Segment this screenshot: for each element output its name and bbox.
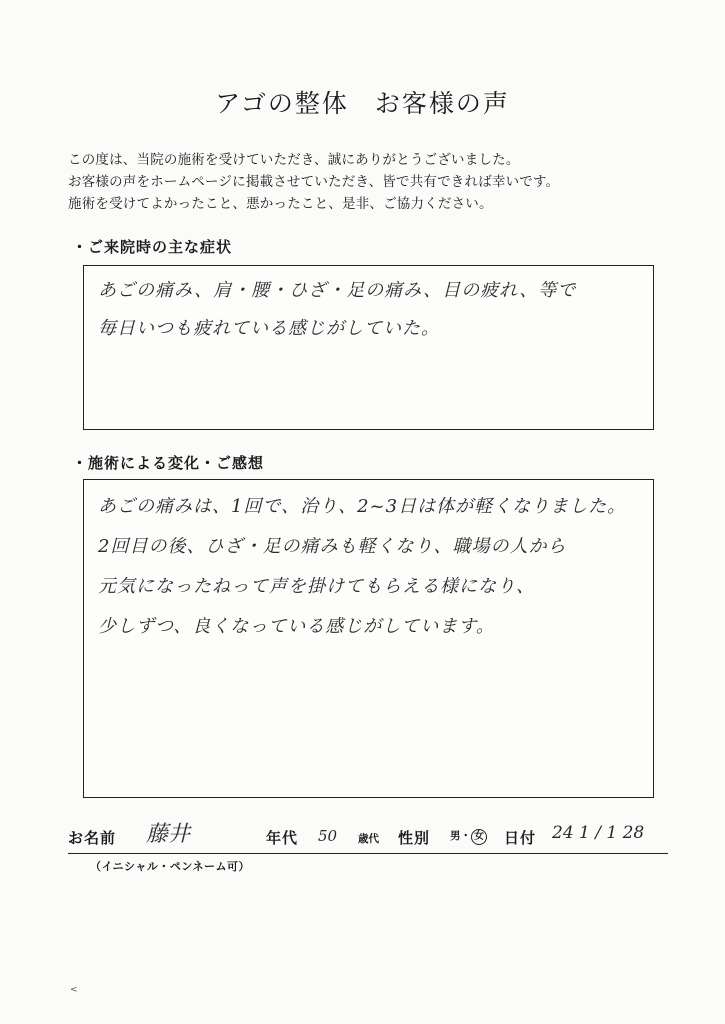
footer-info-row: [68, 823, 668, 854]
intro-text: [68, 149, 678, 215]
intro-line: お客様の声をホームページに掲載させていただき、皆で共有できれば幸いです。: [68, 174, 560, 190]
symptoms-line: あごの痛み、肩・腰・ひざ・足の痛み、目の疲れ、等で: [98, 280, 577, 301]
name-note: （イニシャル・ペンネーム可）: [90, 860, 251, 873]
impressions-heading: ・施術による変化・ご感想: [72, 454, 265, 472]
impressions-line: 2回目の後、ひざ・足の痛みも軽くなり、職場の人から: [98, 536, 567, 557]
name-label: お名前: [68, 829, 117, 847]
age-label: 年代: [266, 829, 299, 847]
gender-label: 性別: [398, 829, 431, 847]
gender-female-circled: 女: [471, 829, 487, 845]
impressions-box: [83, 479, 654, 798]
gender-separator: ・: [460, 830, 471, 842]
symptoms-box: [83, 265, 654, 430]
impressions-line: 元気になったねって声を掛けてもらえる様になり、: [98, 576, 535, 597]
symptoms-line: 毎日いつも疲れている感じがしていた。: [98, 318, 440, 339]
title-voice: お客様の声: [374, 89, 510, 118]
symptoms-heading: ・ご来院時の主な症状: [72, 238, 233, 256]
intro-line: この度は、当院の施術を受けていただき、誠にありがとうございました。: [68, 152, 520, 168]
date-value: 24 1 / 1 28: [552, 823, 645, 843]
form-title: [0, 84, 725, 120]
date-label: 日付: [504, 829, 537, 847]
age-value: 50: [318, 827, 338, 845]
gender-options: [450, 828, 487, 845]
name-value: 藤井: [146, 822, 191, 847]
gender-male: 男: [450, 830, 461, 842]
title-clinic: アゴの整体: [215, 89, 349, 118]
impressions-line: 少しずつ、良くなっている感じがしています。: [98, 616, 495, 637]
impressions-line: あごの痛みは、1回で、治り、2~3日は体が軽くなりました。: [98, 496, 627, 517]
age-unit: 歳代: [358, 833, 379, 845]
scan-mark: <: [70, 985, 78, 995]
intro-line: 施術を受けてよかったこと、悪かったこと、是非、ご協力ください。: [68, 196, 493, 212]
